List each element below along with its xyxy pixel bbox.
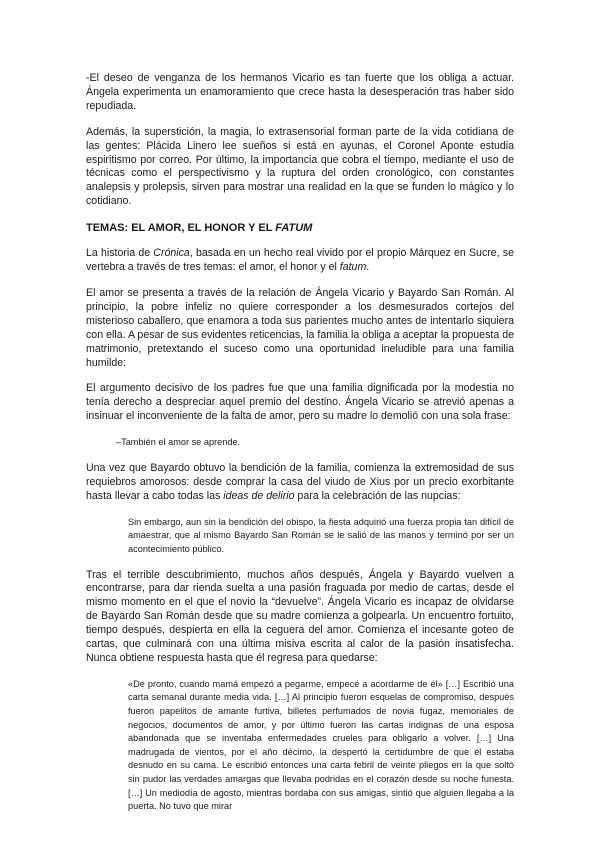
quote-letters: «De pronto, cuando mamá empezó a pegarme, empecé a acordarme de él» […] Escribió una carta semanal durante media vida. […] Al principio fueron esquelas de compromiso, después fueron papelitos de amante furtiva, billetes perfumados de novia fugaz, memoriales de negocios, documentos de amor, y por último fueron las cartas indignas de una esposa abandonada que se inventaba enfermedades crueles para obligarlo a volver. […] Una madrugada de vientos, por el año décimo, la despertó la certidumbre de que él estaba desnudo en su cama. Le escribió entonces una carta febril de veinte pliegos en la que soltó sin pudor las verdades amargas que llevaba podridas en el corazón desde su noche funesta. […] Un mediodía de agosto, mientras bordaba con sus amigas, sintió que alguien llegaba a la puerta. No tuvo que mirar [128,678,514,812]
paragraph-bayardo-courtship: Una vez que Bayardo obtuvo la bendición de la familia, comienza la extremosidad de sus requiebros amorosos: desde comprar la casa del viudo de Xius por un precio exorbitante hasta llevar a cabo todas las ideas de delirio para la celebración de las nupcias: [86,462,514,502]
section-heading-themes: TEMAS: EL AMOR, EL HONOR Y EL FATUM [86,222,313,235]
paragraph-reunion: Tras el terrible descubrimiento, muchos años después, Ángela y Bayardo vuelven a encontrarse, para dar rienda suelta a una pasión fraguada por medio de cartas, desde el mismo momento en el que el novio la “devuelve”. Ángela Vicario es incapaz de olvidarse de Bayardo San Román desde que su madre comienza a golpearla. Un encuentro fortuito, tiempo después, despierta en ella la ceguera del amor. Comienza el incesante goteo de cartas, que culminará con una última misiva escrita al calor de la pasión insatisfecha. Nunca obtiene respuesta hasta que él regresa para quedarse: [86,568,514,664]
paragraph-story-intro: La historia de Crónica, basada en un hecho real vivido por el propio Márquez en Sucre, se vertebra a través de tres temas: el amor, el honor y el fatum. [86,247,514,274]
paragraph-superstition: Además, la superstición, la magia, lo extrasensorial forman parte de la vida cotidiana de las gentes: Plácida Linero lee sueños si está en ayunas, el Coronel Aponte estudia espiritismo por correo. Por último, la importancia que cobra el tiempo, mediante el uso de técnicas como el perspectivismo y la ruptura del orden cronológico, con constantes analepsis y prolepsis, sirven para mostrar una realidad en la que se funden lo mágico y lo cotidiano. [86,125,514,208]
paragraph-love-theme: El amor se presenta a través de la relación de Ángela Vicario y Bayardo San Román. Al principio, la pobre infeliz no quiere corresponder a los desmesurados cortejos del misterioso caballero, que enamora a toda sus parientes mucho antes de intentarlo siquiera con ella. A pesar de sus evidentes reticencias, la familia la obliga a aceptar la propuesta de matrimonio, pretextando el suceso como una oportunidad ineludible para una familia humilde: [86,286,514,369]
quote-love-learned: –También el amor se aprende. [116,437,241,448]
paragraph-parents-argument: El argumento decisivo de los padres fue que una familia dignificada por la modestia no tenía derecho a despreciar aquel premio del destino. Ángela Vicario se atrevió apenas a insinuar el inconveniente de la falta de amor, pero su madre lo demolió con una sola frase: [86,382,514,423]
quote-wedding-party: Sin embargo, aun sin la bendición del obispo, la fiesta adquirió una fuerza propia tan difícil de amaestrar, que al mismo Bayardo San Román se le salió de las manos y terminó por ser un acontecimiento público. [128,516,514,554]
paragraph-vicario-revenge: -El deseo de venganza de los hermanos Vicario es tan fuerte que los obliga a actuar. Ángela experimenta un enamoramiento que crece hasta la desesperación tras haber sido repudiada. [86,72,514,112]
